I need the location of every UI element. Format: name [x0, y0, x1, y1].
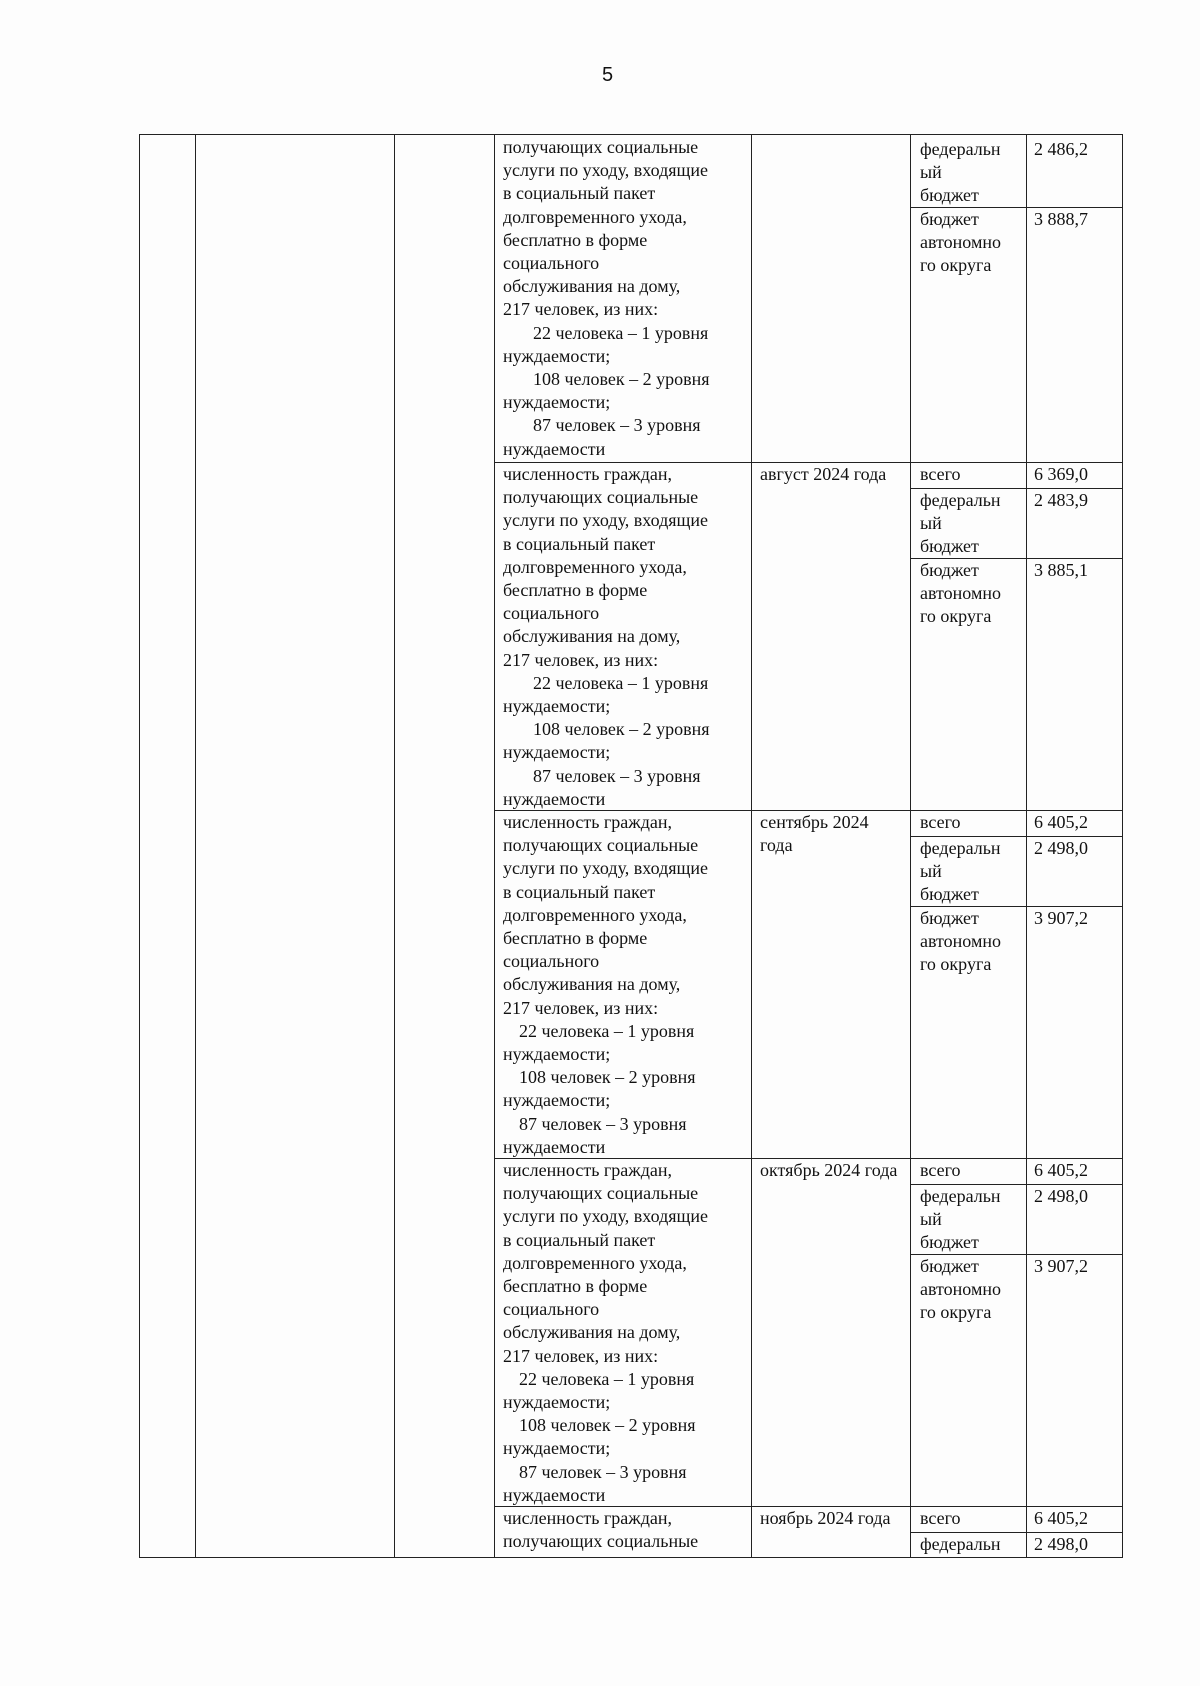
need-level-line: нуждаемости — [503, 438, 606, 459]
description-line: услуги по уходу, входящие — [503, 160, 708, 181]
need-level-line: 22 человека – 1 уровня — [533, 322, 709, 343]
indicator-description — [503, 463, 748, 811]
funding-source: бюджет автономно го округа — [920, 209, 1001, 276]
need-level-line: 22 человека – 1 уровня — [519, 1020, 695, 1041]
page-number: 5 — [601, 64, 614, 86]
description-line: бесплатно в форме — [503, 229, 648, 250]
need-level-line: 87 человек – 3 уровня — [519, 1461, 687, 1482]
funding-amount: 6 369,0 — [1034, 464, 1088, 484]
funding-source: бюджет автономно го округа — [920, 908, 1001, 975]
need-level-line: нуждаемости; — [503, 742, 611, 763]
need-level-line: нуждаемости — [503, 1136, 606, 1157]
description-line: в социальный пакет — [503, 1229, 656, 1250]
description-line: социального — [503, 1299, 600, 1320]
funding-amount: 2 486,2 — [1034, 139, 1088, 159]
description-line: 217 человек, из них: — [503, 299, 659, 320]
need-level-line: нуждаемости; — [503, 1044, 611, 1065]
description-line: долговременного ухода, — [503, 556, 687, 577]
funding-amount: 3 907,2 — [1034, 908, 1088, 928]
indicator-description — [503, 136, 748, 461]
description-line: численность граждан, — [503, 464, 673, 484]
funding-source: всего — [920, 812, 961, 832]
funding-source: всего — [920, 1508, 961, 1528]
reporting-period: август 2024 года — [760, 464, 887, 484]
need-level-line: нуждаемости; — [503, 1090, 611, 1111]
description-line: бесплатно в форме — [503, 580, 648, 601]
reporting-period: сентябрь 2024 года — [760, 812, 869, 856]
column-divider — [394, 135, 395, 1557]
reporting-period: ноябрь 2024 года — [760, 1508, 891, 1528]
need-level-line: нуждаемости — [503, 1484, 606, 1505]
description-line: численность граждан, — [503, 1508, 673, 1528]
need-level-line: 22 человека – 1 уровня — [533, 672, 709, 693]
funding-amount: 2 498,0 — [1034, 1534, 1088, 1554]
description-line: численность граждан, — [503, 812, 673, 832]
description-line: 217 человек, из них: — [503, 649, 659, 670]
description-line: социального — [503, 603, 600, 624]
description-line: получающих социальные — [503, 487, 699, 508]
need-level-line: 22 человека – 1 уровня — [519, 1368, 695, 1389]
description-line: социального — [503, 253, 600, 274]
need-level-line: нуждаемости; — [503, 1392, 611, 1413]
need-level-line: нуждаемости; — [503, 392, 611, 413]
need-level-line: 108 человек – 2 уровня — [533, 719, 710, 740]
need-level-line: 87 человек – 3 уровня — [533, 415, 701, 436]
description-line: получающих социальные — [503, 835, 699, 856]
funding-source: всего — [920, 464, 961, 484]
indicator-description — [503, 811, 748, 1159]
need-level-line: нуждаемости; — [503, 1438, 611, 1459]
description-line: услуги по уходу, входящие — [503, 510, 708, 531]
funding-source: федеральн ый бюджет — [920, 490, 1001, 557]
indicator-description — [503, 1159, 748, 1507]
funding-amount: 6 405,2 — [1034, 1160, 1088, 1180]
funding-source: федеральн ый бюджет — [920, 838, 1001, 905]
reporting-period: октябрь 2024 года — [760, 1160, 898, 1180]
column-divider — [751, 135, 752, 1557]
column-divider — [1026, 135, 1027, 1557]
description-line: услуги по уходу, входящие — [503, 858, 708, 879]
funding-source: федеральн ый бюджет — [920, 139, 1001, 206]
funding-source: бюджет автономно го округа — [920, 1256, 1001, 1323]
description-line: получающих социальные — [503, 1183, 699, 1204]
description-line: в социальный пакет — [503, 533, 656, 554]
funding-amount: 2 483,9 — [1034, 490, 1088, 510]
need-level-line: 108 человек – 2 уровня — [519, 1067, 696, 1088]
funding-amount: 6 405,2 — [1034, 1508, 1088, 1528]
column-divider — [195, 135, 196, 1557]
description-line: долговременного ухода, — [503, 1252, 687, 1273]
need-level-line: 108 человек – 2 уровня — [519, 1415, 696, 1436]
need-level-line: 108 человек – 2 уровня — [533, 369, 710, 390]
description-line: в социальный пакет — [503, 881, 656, 902]
description-line: обслуживания на дому, — [503, 1322, 681, 1343]
funding-amount: 3 888,7 — [1034, 209, 1088, 229]
description-line: 217 человек, из них: — [503, 1345, 659, 1366]
need-level-line: нуждаемости; — [503, 345, 611, 366]
description-line: долговременного ухода, — [503, 206, 687, 227]
description-line: обслуживания на дому, — [503, 974, 681, 995]
funding-source: федеральн ый бюджет — [920, 1186, 1001, 1253]
funding-source: федеральн — [920, 1534, 1001, 1554]
indicator-description — [503, 1507, 748, 1553]
description-line: социального — [503, 951, 600, 972]
funding-amount: 2 498,0 — [1034, 1186, 1088, 1206]
funding-amount: 3 885,1 — [1034, 560, 1088, 580]
description-line: долговременного ухода, — [503, 904, 687, 925]
description-line: получающих социальные — [503, 1531, 699, 1552]
need-level-line: нуждаемости; — [503, 696, 611, 717]
description-line: услуги по уходу, входящие — [503, 1206, 708, 1227]
funding-amount: 2 498,0 — [1034, 838, 1088, 858]
description-line: обслуживания на дому, — [503, 276, 681, 297]
description-line: численность граждан, — [503, 1160, 673, 1180]
funding-amount: 6 405,2 — [1034, 812, 1088, 832]
description-line: обслуживания на дому, — [503, 626, 681, 647]
column-divider — [910, 135, 911, 1557]
column-divider — [494, 135, 495, 1557]
funding-source: бюджет автономно го округа — [920, 560, 1001, 627]
need-level-line: 87 человек – 3 уровня — [533, 765, 701, 786]
funding-amount: 3 907,2 — [1034, 1256, 1088, 1276]
need-level-line: 87 человек – 3 уровня — [519, 1113, 687, 1134]
description-line: получающих социальные — [503, 137, 699, 157]
description-line: 217 человек, из них: — [503, 997, 659, 1018]
description-line: бесплатно в форме — [503, 928, 648, 949]
description-line: бесплатно в форме — [503, 1276, 648, 1297]
need-level-line: нуждаемости — [503, 788, 606, 809]
funding-source: всего — [920, 1160, 961, 1180]
description-line: в социальный пакет — [503, 183, 656, 204]
